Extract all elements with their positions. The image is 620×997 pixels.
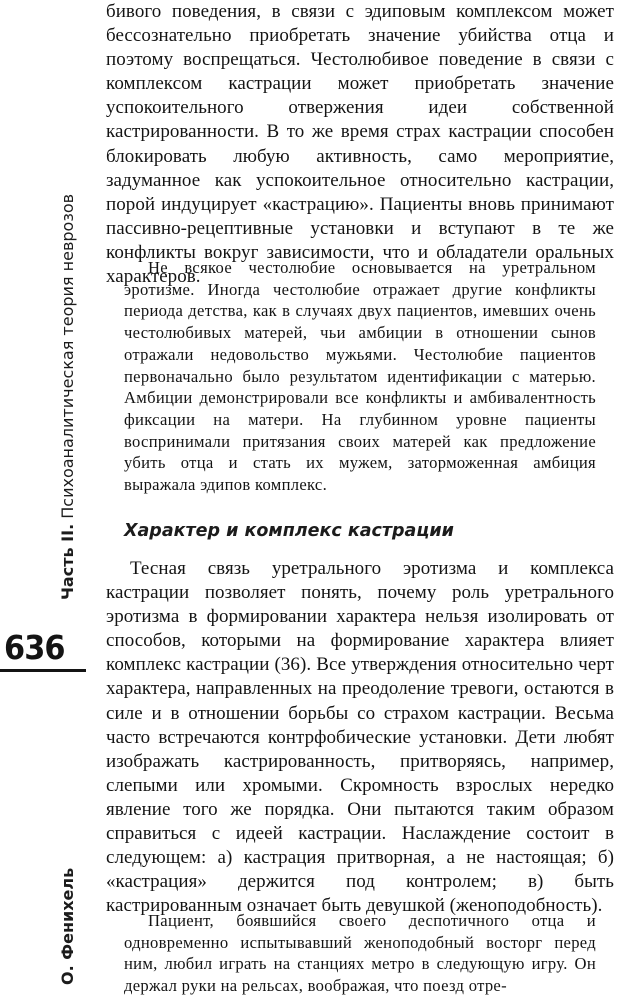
part-label: Часть II. (58, 523, 77, 600)
page-number: 636 (4, 628, 65, 667)
section-heading: Характер и комплекс кастрации (124, 521, 454, 541)
part-title: Психоаналитическая теория неврозов (58, 193, 77, 519)
page-number-rule (0, 669, 86, 672)
case-example: Пациент, боявшийся своего деспотичного отца и одновременно испытывавший женоподобный восторг перед ним, любил играть на станциях метро в следующую игру. Он держал руки на рельсах, воображая, что поезд отре- (124, 911, 596, 996)
page-body (106, 0, 620, 995)
body-paragraph: Тесная связь уретрального эротизма и комплекса кастрации позволяет понять, почему роль уретрального эротизма в формировании характера нельзя изолировать от способов, которыми на формирование характера влияет комплекс кастрации (36). Все утверждения относительно черт характера, направленных на преодоление тревоги, остаются в силе и в отношении борьбы со страхом кастрации. Весьма часто встречаются контрфобические установки. Дети любят изображать кастрированность, притворяясь, например, слепыми или хромыми. Скромность взрослых нередко явление того же порядка. Они пытаются таким образом справиться с идеей кастрации. Наслаждение состоит в следующем: а) кастрация притворная, а не настоящая; б) «кастрация» держится под контролем; в) быть кастрированным означает быть девушкой (женоподобность). (106, 558, 614, 917)
author-name: О. Фенихель (58, 867, 77, 985)
running-head (56, 180, 80, 600)
case-example: Не всякое честолюбие основывается на уретральном эротизме. Иногда честолюбие отражает другие конфликты периода детства, как в случаях двух пациентов, имевших очень честолюбивых матерей, чьи амбиции в отношении сынов отражали недовольство мужьями. Честолюбие пациентов первоначально было результатом идентификации с матерью. Амбиции демонстрировали все конфликты и амбивалентность фиксации на матери. На глубинном уровне пациенты воспринимали притязания своих матерей как предложение убить отца и стать их мужем, заторможенная амбиция выражала эдипов комплекс. (124, 258, 596, 495)
body-paragraph: бивого поведения, в связи с эдиповым комплексом может бессознательно приобретать значение убийства отца и поэтому воспрещаться. Честолюбивое поведение в связи с комплексом кастрации может приобретать значение успокоительного отвержения идеи собственной кастрированности. В то же время страх кастрации способен блокировать любую активность, само мероприятие, задуманное как успокоительное относительно кастрации, порой индуцирует «кастрацию». Пациенты вновь принимают пассивно-рецептивные установки и вступают в те же конфликты вокруг зависимости, что и обладатели оральных характеров. (106, 1, 614, 288)
page-margin (0, 0, 92, 995)
